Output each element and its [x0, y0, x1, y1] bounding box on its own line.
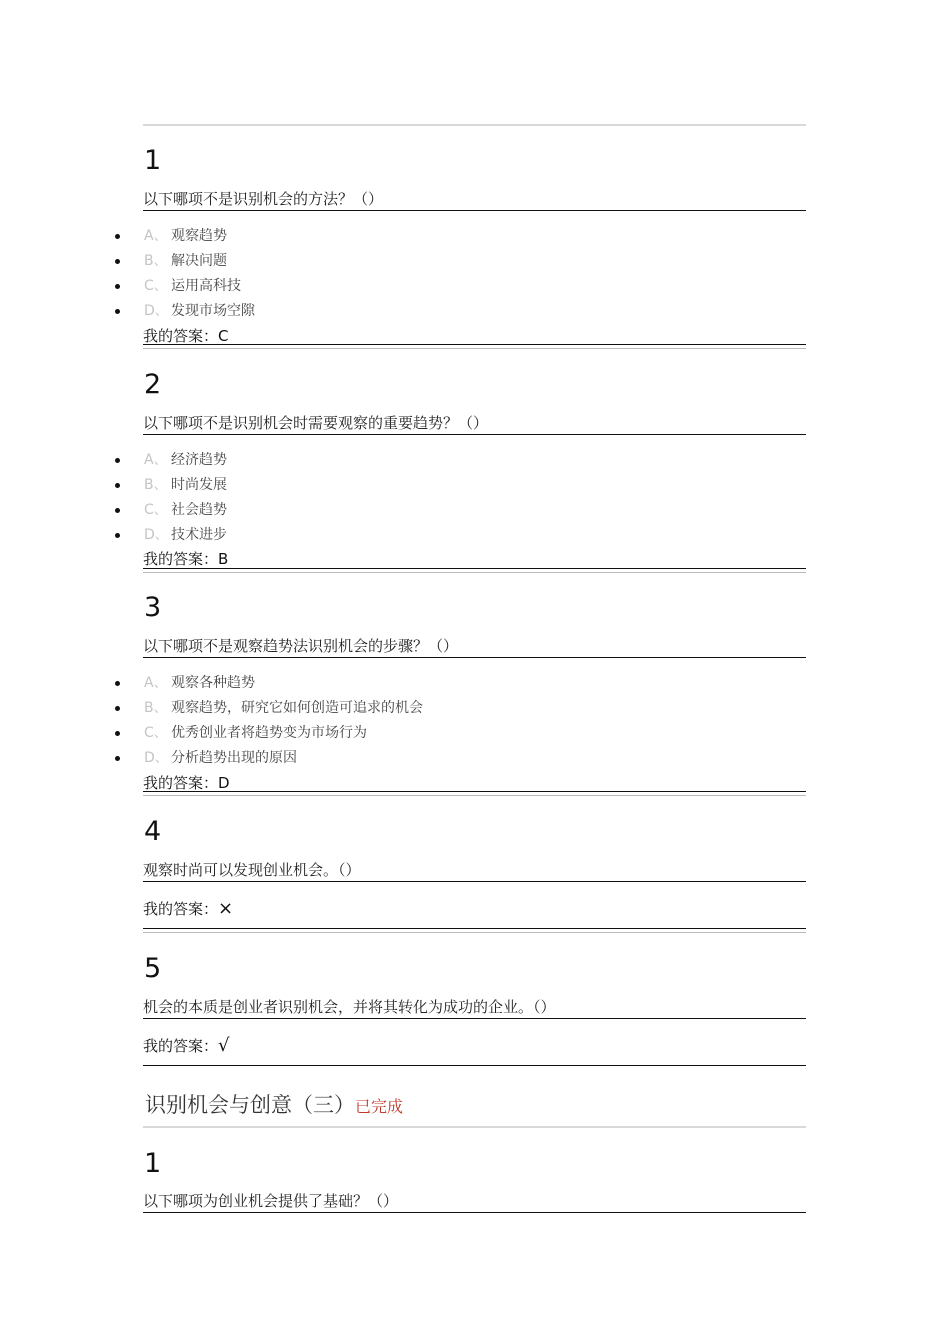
answer-label: 我的答案：	[143, 1037, 219, 1055]
bullet-icon	[115, 731, 120, 736]
option-text: 优秀创业者将趋势变为市场行为	[171, 725, 367, 741]
option-letter: C、	[144, 278, 168, 294]
option-text: 社会趋势	[171, 502, 227, 518]
question-underline	[143, 434, 806, 435]
my-answer	[143, 326, 229, 346]
question-number: 1	[144, 1148, 162, 1179]
option-letter: A、	[144, 675, 168, 691]
top-divider	[143, 124, 806, 126]
option-text: 发现市场空隙	[171, 303, 255, 319]
answer-value: C	[218, 327, 229, 345]
option-letter: B、	[144, 477, 168, 493]
question-number: 2	[144, 369, 162, 400]
answer-divider	[143, 568, 806, 573]
option-letter: C、	[144, 725, 168, 741]
question-underline	[143, 1018, 806, 1019]
bullet-icon	[115, 483, 120, 488]
question-number: 4	[144, 816, 162, 847]
option-letter: D、	[144, 303, 169, 319]
option-text: 观察趋势	[171, 228, 227, 244]
option-letter: B、	[144, 253, 168, 269]
option-text: 时尚发展	[171, 477, 227, 493]
option-letter: C、	[144, 502, 168, 518]
bullet-icon	[115, 259, 120, 264]
answer-divider	[143, 344, 806, 349]
question-text: 观察时尚可以发现创业机会。（）	[143, 861, 361, 879]
bullet-icon	[115, 756, 120, 761]
option-text: 经济趋势	[171, 452, 227, 468]
bullet-icon	[115, 309, 120, 314]
question-text: 以下哪项不是识别机会的方法？（）	[143, 190, 384, 208]
question-text: 以下哪项不是识别机会时需要观察的重要趋势？（）	[143, 414, 489, 432]
question-number: 3	[144, 592, 162, 623]
question-text: 以下哪项为创业机会提供了基础？（）	[143, 1192, 399, 1210]
answer-value: D	[218, 774, 230, 792]
bullet-icon	[115, 508, 120, 513]
bullet-icon	[115, 458, 120, 463]
bullet-icon	[115, 234, 120, 239]
option-text: 观察趋势，研究它如何创造可追求的机会	[171, 700, 423, 716]
my-answer	[143, 549, 228, 569]
my-answer	[143, 1036, 230, 1056]
question-underline	[143, 657, 806, 658]
option-letter: B、	[144, 700, 168, 716]
my-answer	[143, 899, 233, 919]
answer-label: 我的答案：	[143, 550, 219, 568]
answer-value: B	[218, 550, 229, 568]
answer-label: 我的答案：	[143, 900, 219, 918]
question-number: 1	[144, 145, 162, 176]
status-badge: 已完成	[355, 1097, 404, 1116]
option-letter: A、	[144, 228, 168, 244]
option-letter: D、	[144, 750, 169, 766]
answer-value: √	[218, 1035, 230, 1056]
bullet-icon	[115, 681, 120, 686]
question-underline	[143, 881, 806, 882]
bullet-icon	[115, 533, 120, 538]
section-title	[145, 1091, 403, 1121]
section-title-text: 识别机会与创意（三）	[145, 1093, 355, 1117]
answer-divider	[143, 791, 806, 796]
answer-divider	[143, 928, 806, 933]
question-underline	[143, 210, 806, 211]
option-letter: D、	[144, 527, 169, 543]
option-letter: A、	[144, 452, 168, 468]
option-text: 解决问题	[171, 253, 227, 269]
answer-label: 我的答案：	[143, 327, 219, 345]
answer-label: 我的答案：	[143, 774, 219, 792]
question-text: 机会的本质是创业者识别机会，并将其转化为成功的企业。（）	[143, 998, 556, 1016]
question-underline	[143, 1212, 806, 1213]
bullet-icon	[115, 706, 120, 711]
option-text: 技术进步	[171, 527, 227, 543]
question-text: 以下哪项不是观察趋势法识别机会的步骤？（）	[143, 637, 459, 655]
option-text: 运用高科技	[171, 278, 241, 294]
answer-value: ×	[218, 898, 234, 919]
option-text: 观察各种趋势	[171, 675, 255, 691]
option-text: 分析趋势出现的原因	[171, 750, 297, 766]
my-answer	[143, 773, 230, 793]
answer-divider	[143, 1065, 806, 1066]
section-divider	[143, 1126, 806, 1128]
bullet-icon	[115, 284, 120, 289]
question-number: 5	[144, 953, 162, 984]
